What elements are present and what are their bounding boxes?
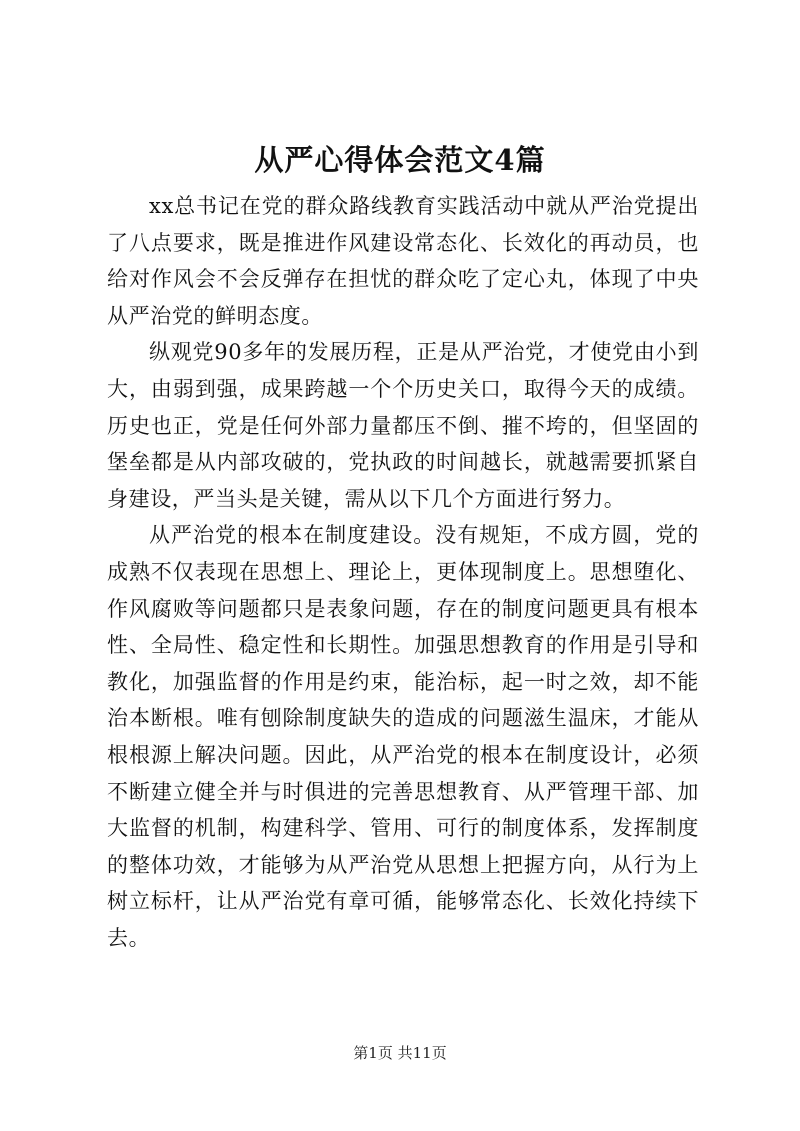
paragraph-1: xx总书记在党的群众路线教育实践活动中就从严治党提出了八点要求，既是推进作风建设常态化、长效化的再动员，也给对作风会不会反弹存在担忧的群众吃了定心丸，体现了中央从严治党的鲜明态度。 [107,194,699,328]
page-number-footer: 第1页 共11页 [353,1044,447,1062]
document-title: 从严心得体会范文4篇 [254,143,546,177]
paragraph-2: 纵观党90多年的发展历程，正是从严治党，才使党由小到大，由弱到强，成果跨越一个个历史关口，取得今天的成绩。历史也正，党是任何外部力量都压不倒、摧不垮的，但坚固的堡垒都是从内部攻破的，党执政的时间越长，就越需要抓紧自身建设，严当头是关键，需从以下几个方面进行努力。 [107,340,699,511]
document-body [107,188,699,956]
paragraph-3: 从严治党的根本在制度建设。没有规矩，不成方圆，党的成熟不仅表现在思想上、理论上，更体现制度上。思想堕化、作风腐败等问题都只是表象问题，存在的制度问题更具有根本性、全局性、稳定性和长期性。加强思想教育的作用是引导和教化，加强监督的作用是约束，能治标，起一时之效，却不能治本断根。唯有刨除制度缺失的造成的问题滋生温床，才能从根根源上解决问题。因此，从严治党的根本在制度设计，必须不断建立健全并与时俱进的完善思想教育、从严管理干部、加大监督的机制，构建科学、管用、可行的制度体系，发挥制度的整体功效，才能够为从严治党从思想上把握方向，从行为上树立标杆，让从严治党有章可循，能够常态化、长效化持续下去。 [107,523,699,950]
